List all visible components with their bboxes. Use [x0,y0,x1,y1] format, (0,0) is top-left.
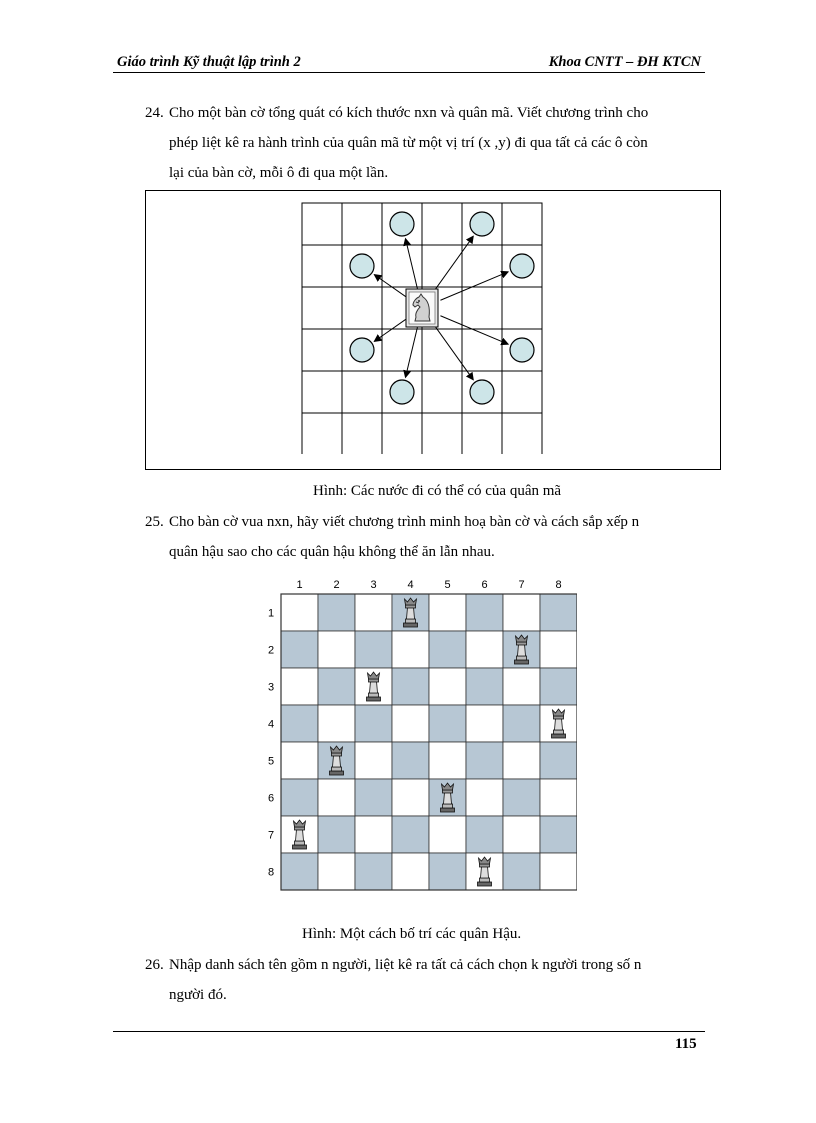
board-square [429,853,466,890]
board-cell [502,413,542,454]
board-square [281,742,318,779]
board-square [540,594,577,631]
board-square [392,816,429,853]
row-label: 7 [267,829,275,842]
board-square [355,594,392,631]
board-cell [342,203,382,245]
board-square [392,779,429,816]
board-square [318,779,355,816]
board-square [281,631,318,668]
board-cell [462,413,502,454]
board-cell [382,413,422,454]
board-square [540,631,577,668]
column-label: 7 [518,579,525,591]
figure-caption-queens: Hình: Một cách bố trí các quân Hậu. [302,926,522,942]
board-cell [302,371,342,413]
board-cell [422,203,462,245]
exercise-line: phép liệt kê ra hành trình của quân mã từ một vị trí (x ,y) đi qua tất cả các ô còn [169,135,648,151]
exercise-25 [145,507,705,571]
exercise-number: 25. [145,514,164,530]
column-label: 5 [444,579,451,591]
board-square [318,631,355,668]
board-square [318,668,355,705]
board-square [540,853,577,890]
board-cell [502,203,542,245]
page-header [113,52,705,73]
column-label: 1 [296,579,303,591]
board-cell [302,413,342,454]
board-square [540,668,577,705]
header-faculty: Khoa CNTT – ĐH KTCN [548,54,701,70]
board-square [392,668,429,705]
board-square [318,816,355,853]
exercise-line: lại của bàn cờ, mỗi ô đi qua một lần. [169,165,389,181]
row-label: 5 [267,755,275,768]
board-square [392,705,429,742]
board-square [281,779,318,816]
row-label: 8 [267,866,275,879]
header-course-title: Giáo trình Kỹ thuật lập trình 2 [117,54,301,70]
exercise-line: Cho một bàn cờ tổng quát có kích thước nxn và quân mã. Viết chương trình cho [169,105,649,121]
board-square [503,779,540,816]
target-circle [510,254,534,278]
board-square [503,853,540,890]
eight-queens-board [265,576,577,912]
footer-rule [113,1031,705,1032]
knight-icon [406,289,438,327]
board-square [392,631,429,668]
row-label: 3 [267,681,275,694]
board-square [355,816,392,853]
board-square [392,853,429,890]
knight-moves-figure [145,190,721,470]
column-label: 8 [555,579,562,591]
column-label: 4 [407,579,414,591]
target-circle [390,380,414,404]
exercise-line: quân hậu sao cho các quân hậu không thể ăn lẫn nhau. [169,544,495,560]
board-square [503,668,540,705]
board-square [429,668,466,705]
board-cell [462,329,502,371]
target-circle [350,338,374,362]
board-square [355,631,392,668]
exercise-24 [145,98,705,194]
board-square [503,742,540,779]
exercise-line: Cho bàn cờ vua nxn, hãy viết chương trình minh hoạ bàn cờ và cách sắp xếp n [169,514,640,530]
column-label: 3 [370,579,377,591]
board-square [466,742,503,779]
board-cell [502,371,542,413]
board-square [429,631,466,668]
board-square [540,816,577,853]
board-cell [502,287,542,329]
board-cell [302,329,342,371]
board-cell [342,371,382,413]
board-square [466,705,503,742]
board-cell [302,287,342,329]
board-square [540,779,577,816]
board-square [281,853,318,890]
board-square [355,779,392,816]
board-square [429,594,466,631]
board-square [466,594,503,631]
board-cell [342,413,382,454]
target-circle [390,212,414,236]
page-number: 115 [675,1036,697,1052]
board-square [392,742,429,779]
board-square [466,779,503,816]
board-square [540,742,577,779]
board-square [503,705,540,742]
figure-caption-knight: Hình: Các nước đi có thể có của quân mã [313,483,562,499]
board-square [466,668,503,705]
row-label: 4 [267,718,275,731]
board-cell [462,287,502,329]
board-square [281,705,318,742]
board-square [466,816,503,853]
board-square [429,705,466,742]
board-square [318,594,355,631]
board-cell [342,287,382,329]
board-square [318,853,355,890]
board-square [318,705,355,742]
board-square [503,594,540,631]
exercise-number: 26. [145,957,164,973]
board-cell [422,371,462,413]
exercise-26 [145,950,705,1014]
board-cell [462,245,502,287]
board-square [466,631,503,668]
board-square [429,742,466,779]
target-circle [350,254,374,278]
row-label: 1 [267,607,275,620]
board-square [281,594,318,631]
board-square [429,816,466,853]
board-square [355,742,392,779]
board-cell [302,203,342,245]
target-circle [470,212,494,236]
exercise-line: Nhập danh sách tên gồm n người, liệt kê ra tất cả cách chọn k người trong số n [169,957,642,973]
knight-board [301,202,543,454]
board-cell [422,413,462,454]
exercise-line: người đó. [169,987,227,1003]
exercise-number: 24. [145,105,164,121]
row-label: 2 [267,644,275,657]
board-square [281,668,318,705]
board-square [355,705,392,742]
board-square [355,853,392,890]
row-label: 6 [267,792,275,805]
target-circle [510,338,534,362]
board-cell [302,245,342,287]
target-circle [470,380,494,404]
board-square [503,816,540,853]
column-label: 2 [333,579,340,591]
column-label: 6 [481,579,488,591]
